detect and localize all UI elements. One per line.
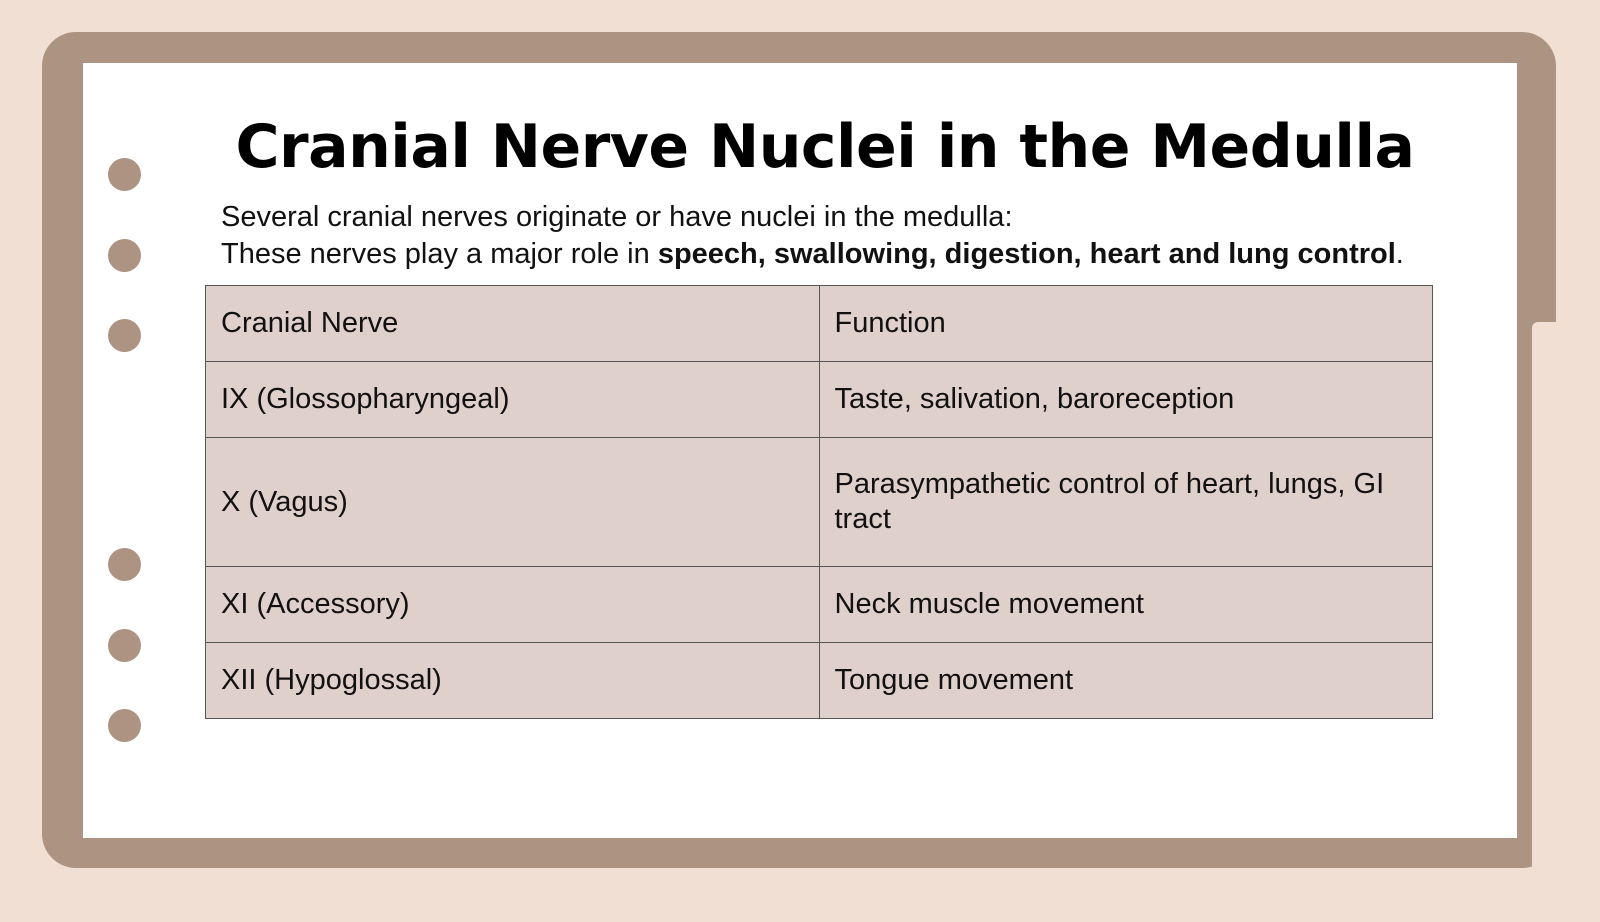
slide-title: Cranial Nerve Nuclei in the Medulla (235, 112, 1415, 182)
nerve-cell: XI (Accessory) (206, 567, 820, 643)
function-cell: Taste, salivation, baroreception (819, 362, 1433, 438)
function-cell: Tongue movement (819, 643, 1433, 719)
table-row (206, 438, 1433, 567)
binder-hole (108, 319, 141, 352)
nerve-cell: X (Vagus) (206, 438, 820, 567)
intro-line-2-emphasis: speech, swallowing, digestion, heart and lung control (657, 238, 1396, 270)
column-header-nerve: Cranial Nerve (206, 286, 820, 362)
function-cell: Neck muscle movement (819, 567, 1433, 643)
table-row (206, 567, 1433, 643)
binder-hole (108, 709, 141, 742)
binder-hole (108, 629, 141, 662)
intro-line-2 (221, 236, 1404, 273)
frame-notch (1532, 322, 1566, 922)
intro-line-1: Several cranial nerves originate or have nuclei in the medulla: (221, 201, 1013, 233)
function-cell: Parasympathetic control of heart, lungs, GI tract (819, 438, 1433, 567)
cranial-nerve-table (205, 285, 1433, 719)
intro-line-2-suffix: . (1395, 238, 1404, 270)
intro-text (221, 199, 1404, 273)
binder-hole (108, 548, 141, 581)
intro-line-2-prefix: These nerves play a major role in (221, 238, 658, 270)
table-row (206, 643, 1433, 719)
column-header-function: Function (819, 286, 1433, 362)
table-row (206, 362, 1433, 438)
nerve-cell: IX (Glossopharyngeal) (206, 362, 820, 438)
table-header-row (206, 286, 1433, 362)
nerve-cell: XII (Hypoglossal) (206, 643, 820, 719)
binder-hole (108, 239, 141, 272)
